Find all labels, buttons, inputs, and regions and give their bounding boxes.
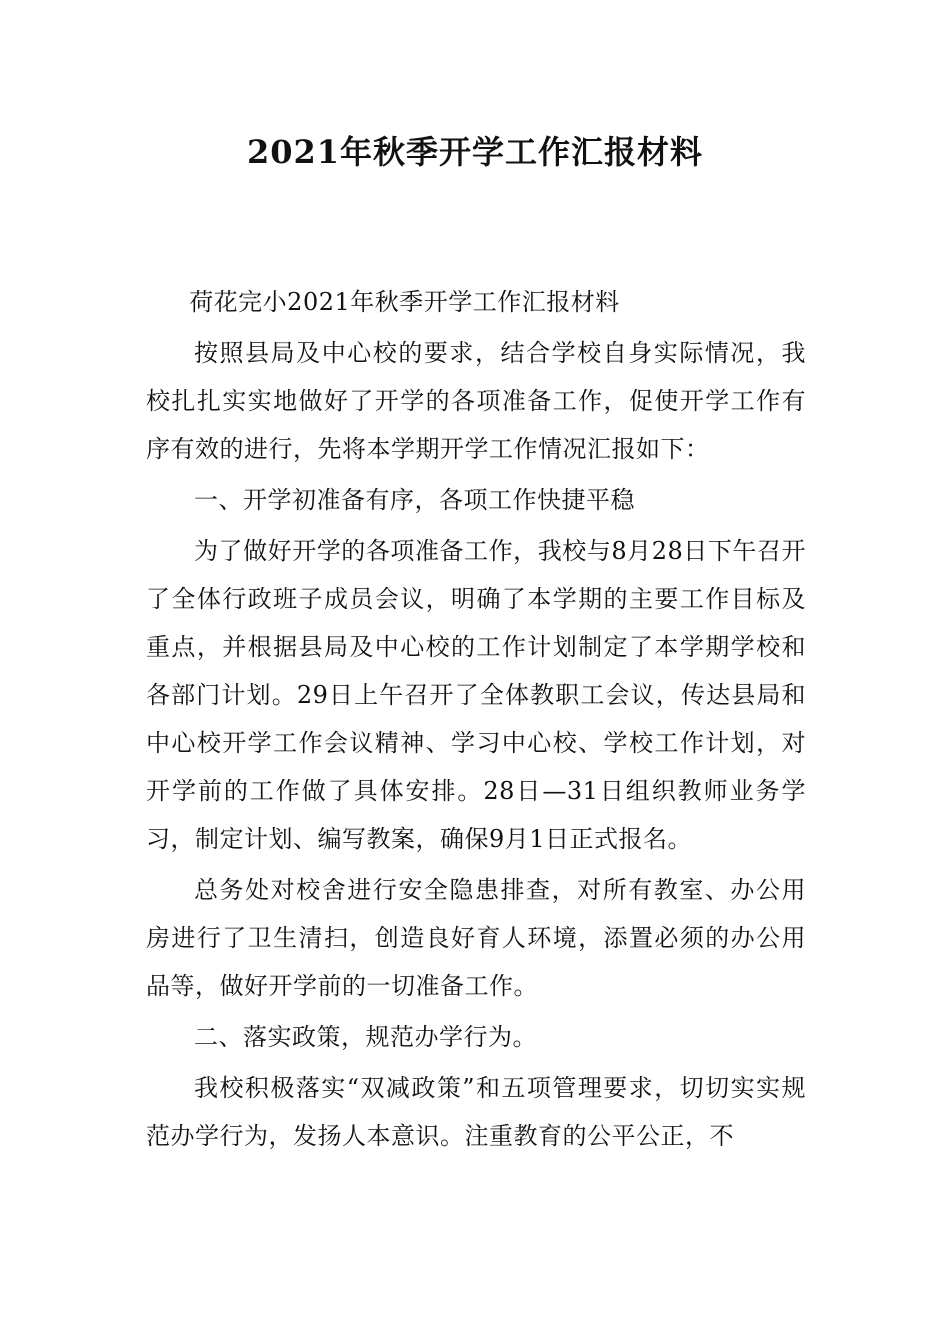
document-subtitle: 荷花完小2021年秋季开学工作汇报材料 [189, 288, 620, 316]
paragraph-general-affairs: 总务处对校舍进行安全隐患排查，对所有教室、办公用房进行了卫生清扫，创造良好育人环境，添置必须的办公用品等，做好开学前的一切准备工作。 [146, 876, 806, 1000]
section-heading-1: 一、开学初准备有序，各项工作快捷平稳 [194, 486, 635, 514]
document-body [146, 278, 806, 1163]
section-heading-2: 二、落实政策，规范办学行为。 [194, 1023, 537, 1051]
paragraph-preparation: 为了做好开学的各项准备工作，我校与8月28日下午召开了全体行政班子成员会议，明确了本学期的主要工作目标及重点，并根据县局及中心校的工作计划制定了本学期学校和各部门计划。29日上午召开了全体教职工会议，传达县局和中心校开学工作会议精神、学习中心校、学校工作计划，对开学前的工作做了具体安排。28日—31日组织教师业务学习，制定计划、编写教案，确保9月1日正式报名。 [146, 537, 806, 853]
paragraph-intro: 按照县局及中心校的要求，结合学校自身实际情况，我校扎扎实实地做好了开学的各项准备工作，促使开学工作有序有效的进行，先将本学期开学工作情况汇报如下： [146, 339, 806, 463]
document-title: 2021年秋季开学工作汇报材料 [246, 133, 704, 171]
paragraph-policy: 我校积极落实“双减政策”和五项管理要求，切切实实规范办学行为，发扬人本意识。注重教育的公平公正，不 [146, 1074, 806, 1150]
